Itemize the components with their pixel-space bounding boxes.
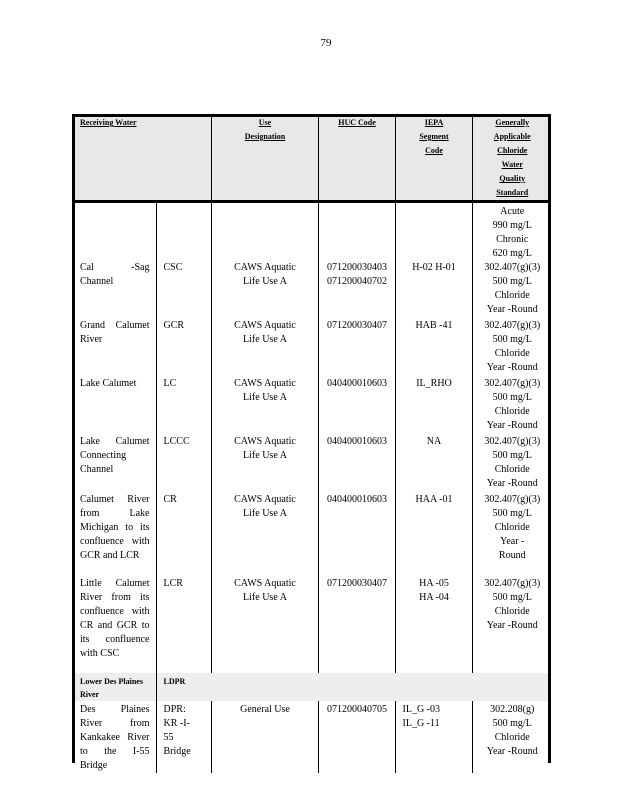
receiving-water-name: Des Plaines River from Kankakee River to the I-55 Bridge [80, 704, 150, 771]
receiving-water-abbr: LCCC [156, 433, 211, 491]
huc-code: 071200030403 071200040702 [318, 202, 395, 318]
table-row [72, 701, 551, 773]
segment-code: HAA -01 [395, 491, 472, 575]
use-designation: CAWS Aquatic Life Use A [211, 491, 318, 575]
receiving-water-abbr: DPR: KR -I- 55 Bridge [156, 701, 211, 773]
chloride-standard: 302.407(g)(3) 500 mg/L Chloride Year -Round [472, 433, 551, 491]
use-designation: CAWS Aquatic Life Use A [211, 433, 318, 491]
receiving-water-name: Lake Calumet [80, 378, 137, 389]
huc-code: 071200030407 [318, 575, 395, 673]
table-row [72, 575, 551, 673]
header-receiving-water: Receiving Water [72, 114, 211, 202]
chloride-standard: Acute 990 mg/L Chronic 620 mg/L 302.407(g)(3) 500 mg/L Chloride Year -Round [472, 202, 551, 318]
segment-code: H-02 H-01 [395, 202, 472, 318]
use-designation: CAWS Aquatic Life Use A [211, 202, 318, 318]
receiving-water-abbr: CR [156, 491, 211, 575]
use-designation: CAWS Aquatic Life Use A [211, 575, 318, 673]
huc-code: 040400010603 [318, 375, 395, 433]
chloride-standard: 302.407(g)(3) 500 mg/L Chloride Year - Round [472, 491, 551, 575]
chloride-standard: 302.407(g)(3) 500 mg/L Chloride Year -Round [472, 317, 551, 375]
chloride-standard: 302.407(g)(3) 500 mg/L Chloride Year -Round [472, 375, 551, 433]
section-name: Lower Des Plaines River [72, 673, 156, 701]
receiving-water-name: Calumet River from Lake Michigan to its confluence with GCR and LCR [80, 494, 150, 561]
page-number: 79 [320, 37, 332, 49]
table-header-row [72, 114, 551, 202]
use-designation: CAWS Aquatic Life Use A [211, 375, 318, 433]
table-row [72, 202, 551, 318]
segment-code: HAB -41 [395, 317, 472, 375]
segment-code: HA -05 HA -04 [395, 575, 472, 673]
use-designation: CAWS Aquatic Life Use A [211, 317, 318, 375]
receiving-water-name: Grand Calumet River [80, 320, 150, 345]
huc-code: 071200030407 [318, 317, 395, 375]
header-huc-code: HUC Code [318, 114, 395, 202]
huc-code: 040400010603 [318, 491, 395, 575]
table-row [72, 317, 551, 375]
section-filler [211, 673, 551, 701]
section-abbr: LDPR [156, 673, 211, 701]
section-header-row [72, 673, 551, 701]
receiving-water-abbr: GCR [156, 317, 211, 375]
chloride-standards-table [72, 114, 551, 773]
table-row [72, 375, 551, 433]
receiving-water-abbr: LC [156, 375, 211, 433]
segment-code: NA [395, 433, 472, 491]
table-row [72, 433, 551, 491]
use-designation: General Use [211, 701, 318, 773]
header-iepa-segment-code: IEPA Segment Code [395, 114, 472, 202]
receiving-water-name: Cal -Sag Channel [80, 262, 150, 287]
segment-code: IL_RHO [395, 375, 472, 433]
receiving-water-name: Little Calumet River from its confluence with CR and GCR to its confluence with CSC [80, 578, 150, 659]
header-chloride-standard: Generally Applicable Chloride Water Quality Standard [472, 114, 551, 202]
huc-code: 040400010603 [318, 433, 395, 491]
huc-code: 071200040705 [318, 701, 395, 773]
receiving-water-name: Lake Calumet Connecting Channel [80, 436, 150, 475]
receiving-water-abbr: CSC [156, 202, 211, 318]
table-row [72, 491, 551, 575]
header-use-designation: Use Designation [211, 114, 318, 202]
segment-code: IL_G -03 IL_G -11 [395, 701, 472, 773]
chloride-standard: 302.208(g) 500 mg/L Chloride Year -Round [472, 701, 551, 773]
receiving-water-abbr: LCR [156, 575, 211, 673]
chloride-standard: 302.407(g)(3) 500 mg/L Chloride Year -Round [472, 575, 551, 673]
